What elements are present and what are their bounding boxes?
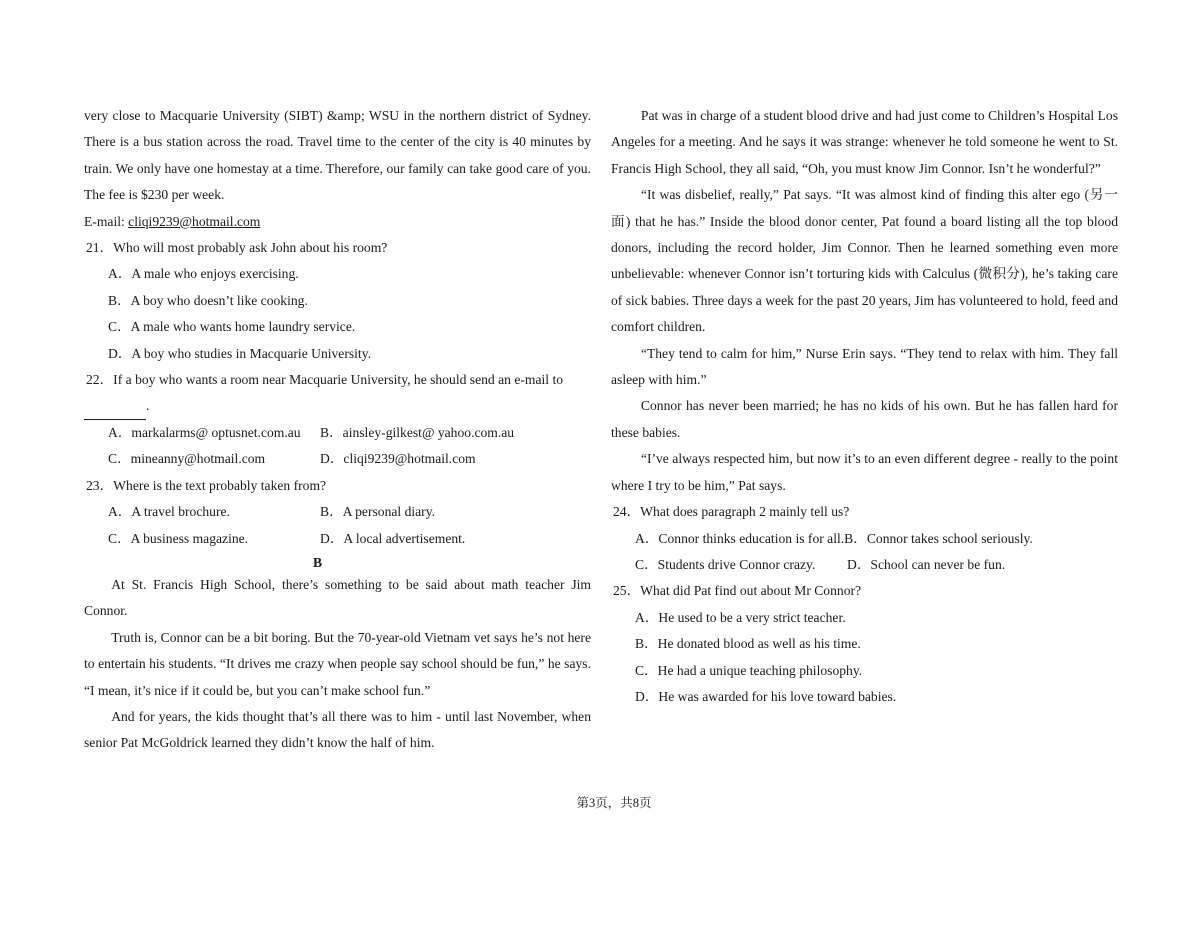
q23-option-a: A．A travel brochure. <box>108 504 230 520</box>
question-21: 21．Who will most probably ask John about his room? <box>86 240 388 256</box>
passage-b-paragraph-7: Connor has never been married; he has no kids of his own. But he has fallen hard for these babies. <box>611 398 1118 440</box>
passage-b-paragraph-3: And for years, the kids thought that’s all there was to him - until last November, when senior Pat McGoldrick learned they didn’t know the half of him. <box>84 708 591 751</box>
email-line <box>84 209 591 235</box>
question-23: 23．Where is the text probably taken from? <box>86 477 327 493</box>
q21-option-a: A．A male who enjoys exercising. <box>108 266 299 282</box>
question-24: 24．What does paragraph 2 mainly tell us? <box>613 504 850 520</box>
q22-option-b: B．ainsley-gilkest@ yahoo.com.au <box>320 424 515 440</box>
question-25: 25．What did Pat find out about Mr Connor? <box>613 583 862 599</box>
q23-option-c: C．A business magazine. <box>108 530 249 546</box>
q25-option-a: A．He used to be a very strict teacher. <box>635 609 846 625</box>
q22-options-row-1 <box>84 420 591 446</box>
q24-option-a: A．Connor thinks education is for all. <box>635 530 845 546</box>
passage-b-paragraph-8: “I’ve always respected him, but now it’s to an even different degree - really to the point where I try to be him,” Pat says. <box>611 451 1118 493</box>
q25-option-c: C．He had a unique teaching philosophy. <box>635 662 863 678</box>
answer-blank <box>84 405 146 420</box>
q23-options-row-2 <box>84 526 591 552</box>
q21-option-c: C．A male who wants home laundry service. <box>108 319 356 335</box>
passage-b-paragraph-1: At St. Francis High School, there’s something to be said about math teacher Jim Connor. <box>84 576 591 619</box>
q25-option-d: D．He was awarded for his love toward babies. <box>635 688 897 704</box>
q24-options-row-1 <box>611 526 1118 552</box>
q23-option-b: B．A personal diary. <box>320 504 436 520</box>
q24-option-d: D．School can never be fun. <box>847 556 1006 572</box>
passage-b-paragraph-2: Truth is, Connor can be a bit boring. But the 70-year-old Vietnam vet says he’s not here to entertain his students. “It drives me crazy when people say school should be fun,” he says. “I mean, it’s nice if it could be, but you can’t make school fun.” <box>84 629 591 698</box>
q21-option-b: B．A boy who doesn’t like cooking. <box>108 292 308 308</box>
passage-b-paragraph-4: Pat was in charge of a student blood drive and had just come to Children’s Hospital Los Angeles for a meeting. And he says it was strange: whenever he told someone he went to St. Francis High School, they all said, “Oh, you must know Jim Connor. Isn’t he wonderful?” <box>611 108 1118 176</box>
email-address: cliqi9239@hotmail.com <box>128 213 261 229</box>
question-22-blank-line: . <box>84 393 591 419</box>
q22-option-c: C．mineanny@hotmail.com <box>108 451 266 467</box>
section-b-heading: B <box>312 554 323 570</box>
q22-option-d: D．cliqi9239@hotmail.com <box>320 451 476 467</box>
q24-option-b: B．Connor takes school seriously. <box>844 530 1033 546</box>
email-label: E-mail: <box>84 213 129 229</box>
page-number-footer: 第3页，共8页 <box>576 796 652 810</box>
passage-b-paragraph-6: “They tend to calm for him,” Nurse Erin says. “They tend to relax with him. They fall asleep with him.” <box>611 345 1118 388</box>
q22-option-a: A．markalarms@ optusnet.com.au <box>108 424 301 440</box>
q21-option-d: D．A boy who studies in Macquarie University. <box>108 345 372 361</box>
left-column <box>84 103 591 757</box>
q23-options-row-1 <box>84 499 591 525</box>
right-column <box>611 103 1118 710</box>
question-22: 22．If a boy who wants a room near Macquarie University, he should send an e-mail to <box>86 372 564 388</box>
q24-options-row-2 <box>611 552 1118 578</box>
q23-option-d: D．A local advertisement. <box>320 530 466 546</box>
q22-options-row-2 <box>84 446 591 472</box>
q25-option-b: B．He donated blood as well as his time. <box>635 636 861 652</box>
q24-option-c: C．Students drive Connor crazy. <box>635 556 816 572</box>
passage-b-paragraph-5: “It was disbelief, really,” Pat says. “It was almost kind of finding this alter ego (另一面) that he has.” Inside the blood donor center, Pat found a board listing all the top blood donors, including the record holder, Jim Connor. Then he learned something even more unbelievable: whenever Connor isn’t torturing kids with Calculus (微积分), he’s taking care of sick babies. Three days a week for the past 20 years, Jim has volunteered to hold, feed and comfort children. <box>611 187 1118 335</box>
passage-a-ending: very close to Macquarie University (SIBT) &amp; WSU in the northern district of Sydney. There is a bus station across the road. Travel time to the center of the city is 40 minutes by train. We only have one homestay at a time. Therefore, our family can take good care of you. The fee is $230 per week. <box>84 108 591 203</box>
